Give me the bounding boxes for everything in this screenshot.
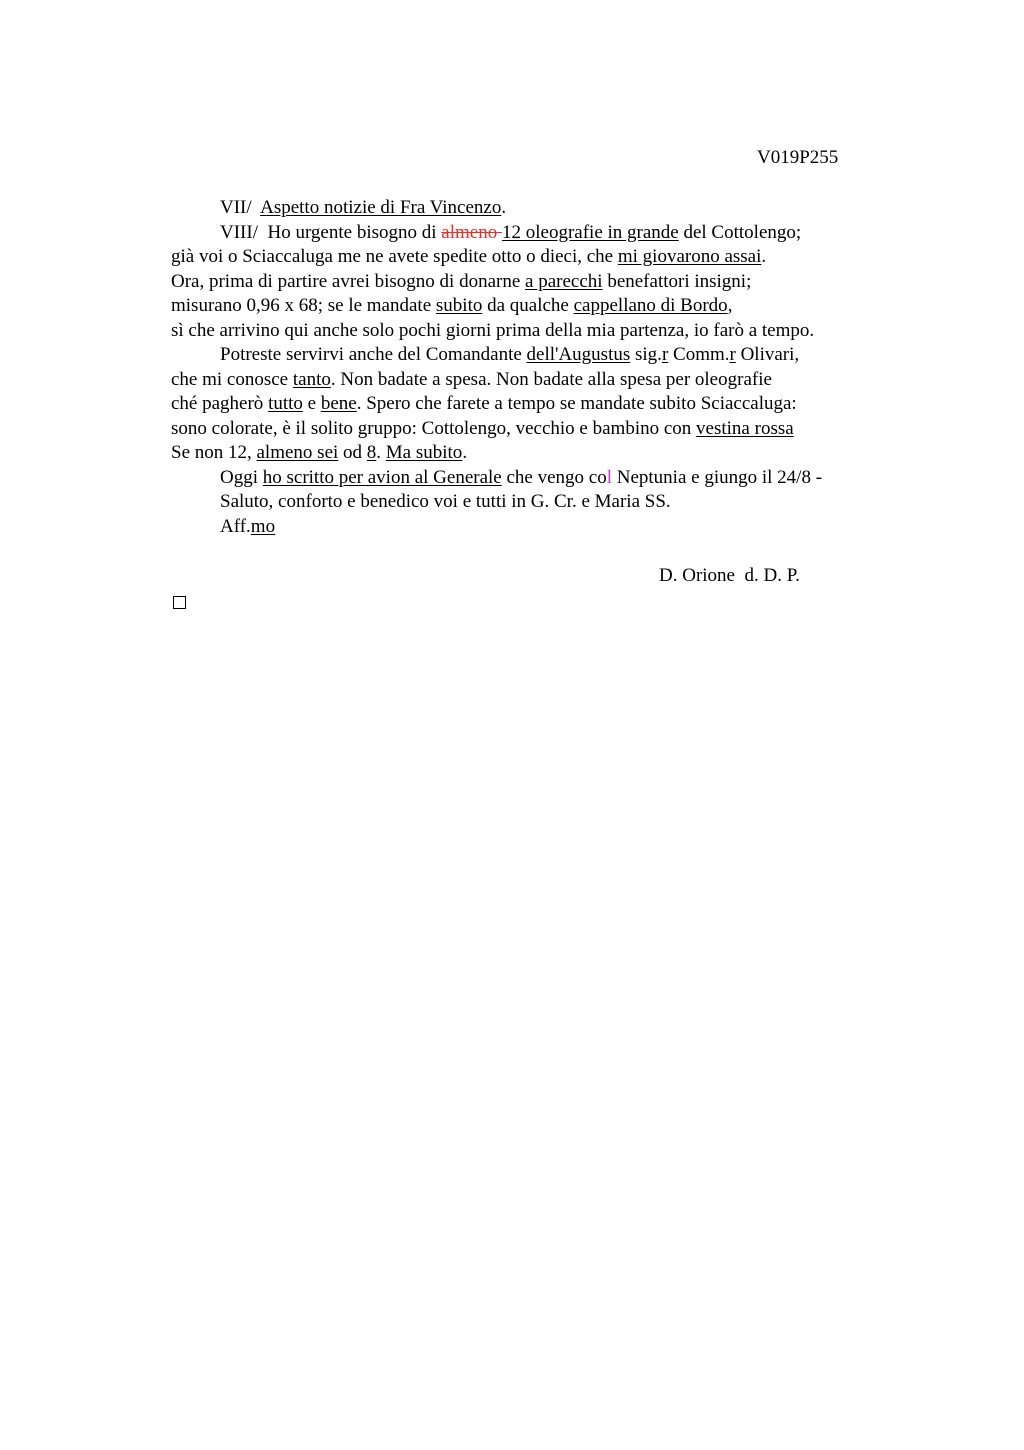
- text-run: e: [302, 393, 321, 414]
- text-run: VIII/ Ho urgente bisogno di: [220, 221, 442, 243]
- text-run: benefattori insigni;: [602, 270, 752, 292]
- underlined-text: a parecchi: [525, 270, 603, 292]
- text-run: VII/: [220, 197, 261, 218]
- underlined-text: r: [661, 344, 669, 365]
- text-run: che mi conosce: [171, 368, 293, 390]
- text-run: Oggi: [220, 466, 263, 488]
- text-run: Saluto, conforto e benedico voi e tutti in G. Cr. e Maria SS.: [220, 491, 671, 512]
- underlined-text: ho scritto per avion al Generale: [262, 466, 502, 488]
- underlined-text: mo: [250, 515, 276, 537]
- text-run: . Non badate a spesa. Non badate alla spesa per oleografie: [330, 368, 772, 390]
- checkbox-icon: [173, 596, 186, 609]
- text-run: od: [338, 442, 367, 463]
- letter-line-11: [171, 441, 891, 466]
- underlined-text: tutto: [268, 393, 303, 414]
- text-run: sì che arrivino qui anche solo pochi giorni prima della mia partenza, io farò a tempo.: [171, 319, 815, 341]
- letter-line-4: [171, 270, 891, 295]
- letter-line-1: [171, 196, 891, 221]
- underlined-text: Aspetto notizie di Fra Vincenzo: [260, 197, 502, 218]
- text-run: che vengo co: [501, 466, 607, 488]
- text-run: ché pagherò: [171, 393, 269, 414]
- text-run: Olivari,: [735, 344, 800, 365]
- underlined-text: 8: [366, 442, 377, 463]
- text-run: .: [501, 197, 507, 218]
- letter-line-8: [171, 368, 891, 393]
- letter-line-9: [171, 392, 891, 417]
- letter-line-2: [171, 221, 891, 246]
- text-run: .: [761, 246, 767, 267]
- text-run: . Spero che farete a tempo se mandate subito Sciaccaluga:: [356, 393, 797, 414]
- underlined-text: almeno sei: [256, 442, 339, 463]
- text-run: del Cottolengo;: [678, 221, 802, 243]
- text-run: misurano 0,96 x 68; se le mandate: [171, 295, 436, 316]
- letter-line-12: [171, 466, 891, 491]
- page-identifier: V019P255: [757, 147, 839, 168]
- text-run: .: [462, 442, 468, 463]
- text-run: da qualche: [482, 295, 574, 316]
- underlined-text: tanto: [292, 368, 331, 390]
- checkbox-row: [171, 588, 891, 613]
- text-run: ,: [727, 295, 733, 316]
- underlined-text: r: [729, 344, 736, 365]
- underlined-text: Ma subito: [385, 442, 463, 463]
- text-run: già voi o Sciaccaluga me ne avete spedite otto o dieci, che: [171, 246, 618, 267]
- letter-line-5: [171, 294, 891, 319]
- underlined-text: dell'Augustus: [526, 344, 631, 365]
- signature: D. Orione d. D. P.: [659, 564, 800, 586]
- underlined-text: 12 oleografie in grande: [501, 221, 679, 243]
- underlined-text: vestina rossa: [696, 417, 794, 439]
- inserted-text: l: [606, 466, 612, 488]
- letter-line-7: [171, 343, 891, 368]
- text-run: Aff.: [220, 515, 251, 537]
- letter-line-10: [171, 417, 891, 442]
- underlined-text: mi giovarono assai: [617, 246, 762, 267]
- letter-line-14: [171, 515, 891, 540]
- blank-line: [171, 539, 891, 564]
- underlined-text: subito: [435, 295, 483, 316]
- letter-line-13: [171, 490, 891, 515]
- deleted-text: almeno: [441, 221, 502, 243]
- letter-line-3: [171, 245, 891, 270]
- text-run: sono colorate, è il solito gruppo: Cottolengo, vecchio e bambino con: [171, 417, 697, 439]
- letter-line-6: [171, 319, 891, 344]
- letter-body: [171, 196, 891, 613]
- text-run: .: [376, 442, 386, 463]
- text-run: sig.: [630, 344, 662, 365]
- text-run: Se non 12,: [171, 442, 257, 463]
- underlined-text: cappellano di Bordo: [573, 295, 728, 316]
- text-run: Potreste servirvi anche del Comandante: [220, 344, 527, 365]
- underlined-text: bene: [320, 393, 357, 414]
- text-run: Ora, prima di partire avrei bisogno di donarne: [171, 270, 526, 292]
- text-run: Comm.: [668, 344, 730, 365]
- text-run: Neptunia e giungo il 24/8 -: [612, 466, 823, 488]
